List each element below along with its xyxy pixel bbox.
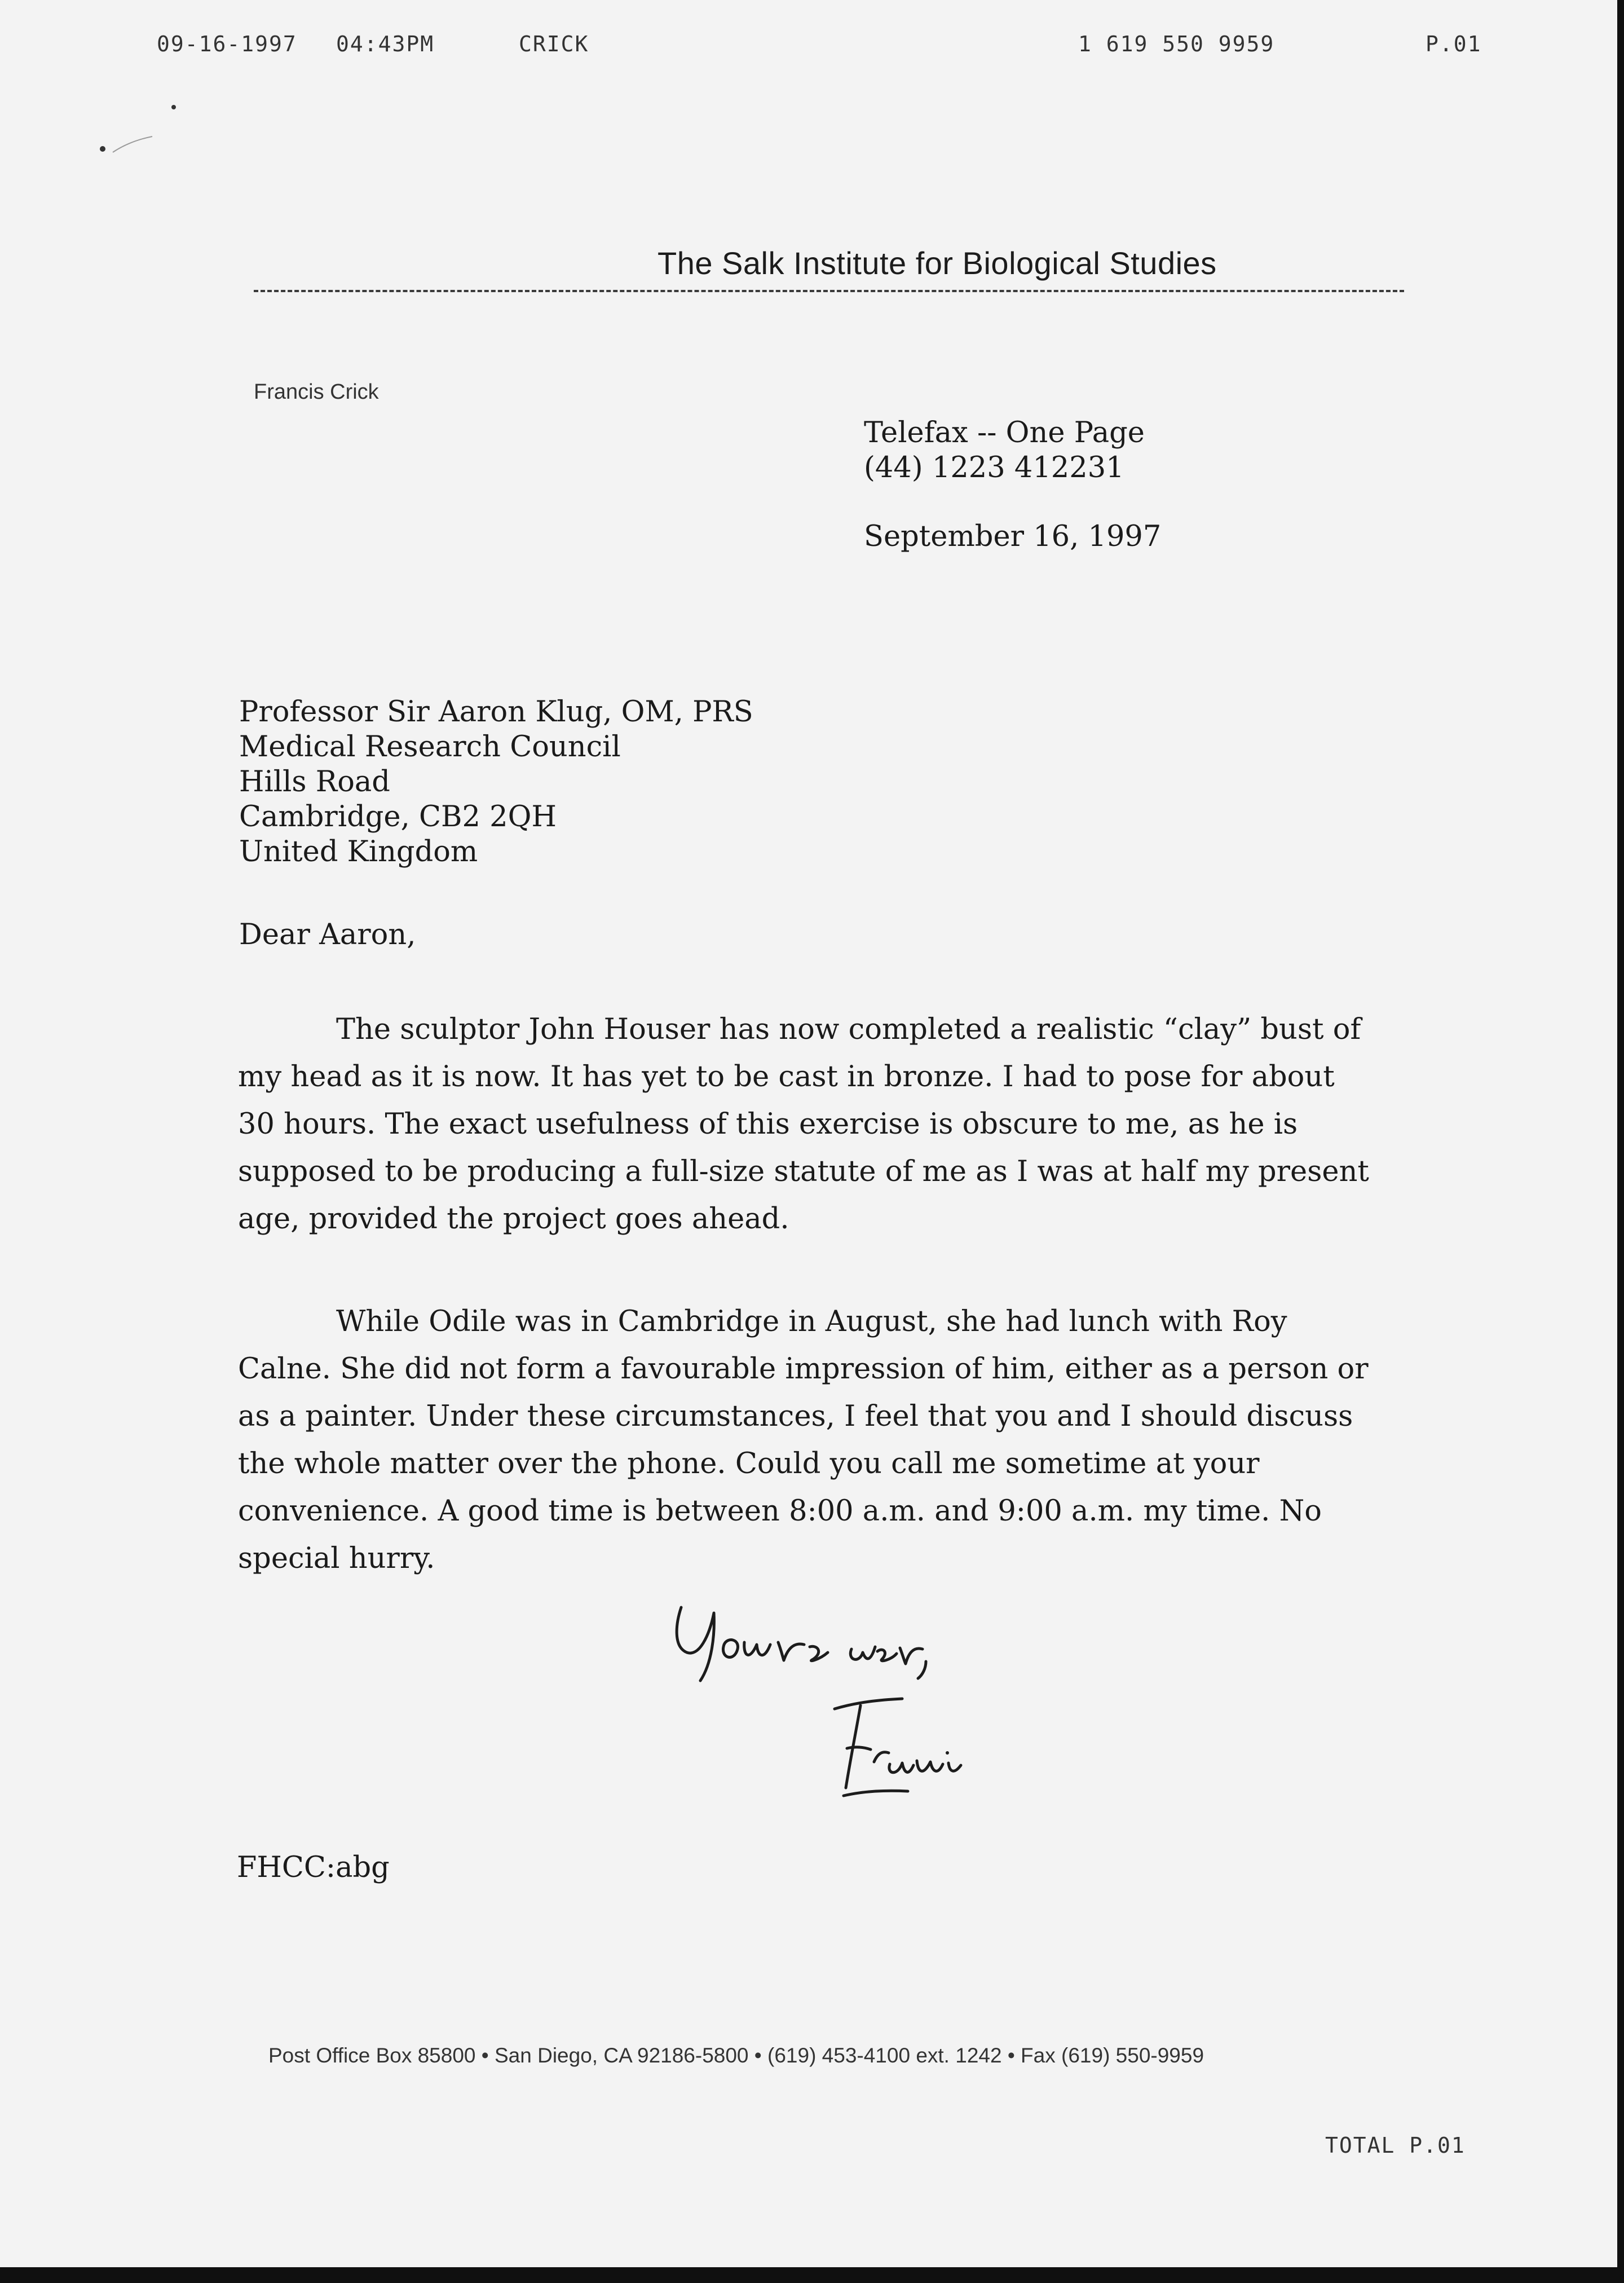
- body-paragraph-1: The sculptor John Houser has now completed a realistic “clay” bust of my head as it is now. It has yet to be cast in bronze. I had to pose for about 30 hours. The exact usefulness of this exercise is obscure to me, as he is supposed to be producing a full-size statute of me as I was at half my present age, provided the project goes ahead.: [238, 1013, 1369, 1236]
- fax-total-pages: TOTAL P.01: [1325, 2133, 1466, 2158]
- handwritten-closing: [665, 1590, 930, 1692]
- recipient-line: Medical Research Council: [239, 730, 621, 764]
- stray-mark-icon: [90, 102, 180, 164]
- institute-name: The Salk Institute for Biological Studies: [657, 245, 1217, 281]
- telefax-number: (44) 1223 412231: [864, 451, 1124, 484]
- recipient-line: United Kingdom: [239, 835, 478, 869]
- recipient-line: Professor Sir Aaron Klug, OM, PRS: [239, 695, 753, 729]
- fax-time: 04:43PM: [336, 32, 435, 56]
- fax-page-number: P.01: [1426, 32, 1482, 56]
- fax-sender: CRICK: [519, 32, 589, 56]
- body-paragraph-2: While Odile was in Cambridge in August, she had lunch with Roy Calne. She did not form a favourable impression of him, either as a person or as a painter. Under these circumstances, I feel that you and I should discuss the whole matter over the phone. Could you call me sometime at your convenience. A good time is between 8:00 a.m. and 9:00 a.m. my time. No special hurry.: [238, 1305, 1369, 1575]
- recipient-line: Hills Road: [239, 765, 390, 799]
- reference-initials: FHCC:abg: [237, 1851, 390, 1884]
- fax-date: 09-16-1997: [157, 32, 297, 56]
- letterhead-rule: [254, 290, 1404, 292]
- recipient-address: [239, 695, 753, 870]
- letter-date: September 16, 1997: [864, 520, 1162, 553]
- handwritten-signature: [823, 1692, 970, 1805]
- salutation: Dear Aaron,: [239, 918, 416, 951]
- letterhead-sender-name: Francis Crick: [254, 380, 379, 404]
- fax-number: 1 619 550 9959: [1078, 32, 1275, 56]
- telefax-line: Telefax -- One Page: [864, 416, 1145, 449]
- footer-address: Post Office Box 85800 • San Diego, CA 92186-5800 • (619) 453-4100 ext. 1242 • Fax (619) 550-9959: [268, 2044, 1204, 2067]
- recipient-line: Cambridge, CB2 2QH: [239, 800, 557, 834]
